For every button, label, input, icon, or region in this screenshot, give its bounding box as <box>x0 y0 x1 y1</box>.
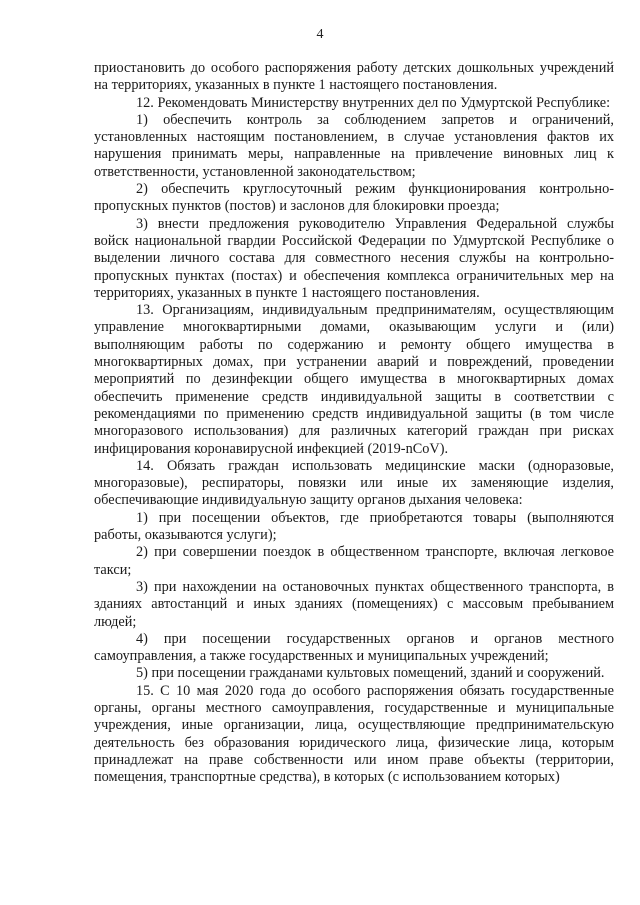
document-body <box>94 60 614 786</box>
paragraph-item-12-1: 1) обеспечить контроль за соблюдением запретов и ограничений, установленных настоящим постановлением, в случае установления фактов их нарушения принимать меры, направленные на привлечение виновных лиц к ответственности, установленной законодательством; <box>94 111 614 180</box>
paragraph-item-13: 13. Организациям, индивидуальным предпринимателям, осуществляющим управление многоквартирными домами, оказывающим услуги и (или) выполняющим работы по содержанию и ремонту общего имущества в многоквартирных домах, при устранении аварий и повреждений, проведении мероприятий по дезинфекции общего имущества в многоквартирных домах обеспечить применение средств индивидуальной защиты в соответствии с рекомендациями по применению средств индивидуальной защиты (в том числе многоразового использования) для различных категорий граждан при рисках инфицирования коронавирусной инфекцией (2019-nCoV). <box>94 302 614 457</box>
page-number: 4 <box>316 27 324 42</box>
paragraph-item-12: 12. Рекомендовать Министерству внутренних дел по Удмуртской Республике: <box>136 94 611 111</box>
paragraph-item-12-2: 2) обеспечить круглосуточный режим функционирования контрольно-пропускных пунктов (постов) и заслонов для блокировки проезда; <box>94 181 614 215</box>
paragraph-item-14-2: 2) при совершении поездок в общественном транспорте, включая легковое такси; <box>94 544 614 578</box>
paragraph-item-14-5: 5) при посещении гражданами культовых помещений, зданий и сооружений. <box>136 665 605 682</box>
paragraph-continuation: приостановить до особого распоряжения работу детских дошкольных учреждений на территориях, указанных в пункте 1 настоящего постановления. <box>94 60 614 94</box>
paragraph-item-14-3: 3) при нахождении на остановочных пунктах общественного транспорта, в зданиях автостанций и иных зданиях (помещениях) с массовым пребыванием людей; <box>94 578 614 630</box>
paragraph-item-12-3: 3) внести предложения руководителю Управления Федеральной службы войск национальной гвардии Российской Федерации по Удмуртской Республике о выделении личного состава для совместного несения службы на контрольно-пропускных пунктах (постах) и обеспечения комплекса ограничительных мер на территориях, указанных в пункте 1 настоящего постановления. <box>94 215 614 301</box>
paragraph-item-15: 15. С 10 мая 2020 года до особого распоряжения обязать государственные органы, органы местного самоуправления, государственные и муниципальные учреждения, иные организации, лица, осуществляющие предпринимательскую деятельность без образования юридического лица, физические лица, которым принадлежат на праве собственности или ином праве объекты (территории, помещения, транспортные средства), в которых (с использованием которых) <box>94 682 614 786</box>
paragraph-item-14-1: 1) при посещении объектов, где приобретаются товары (выполняются работы, оказываются услуги); <box>94 509 614 544</box>
paragraph-item-14: 14. Обязать граждан использовать медицинские маски (одноразовые, многоразовые), респираторы, повязки или иные их заменяющие изделия, обеспечивающие индивидуальную защиту органов дыхания человека: <box>94 457 614 509</box>
paragraph-item-14-4: 4) при посещении государственных органов и органов местного самоуправления, а также государственных и муниципальных учреждений; <box>94 630 614 665</box>
